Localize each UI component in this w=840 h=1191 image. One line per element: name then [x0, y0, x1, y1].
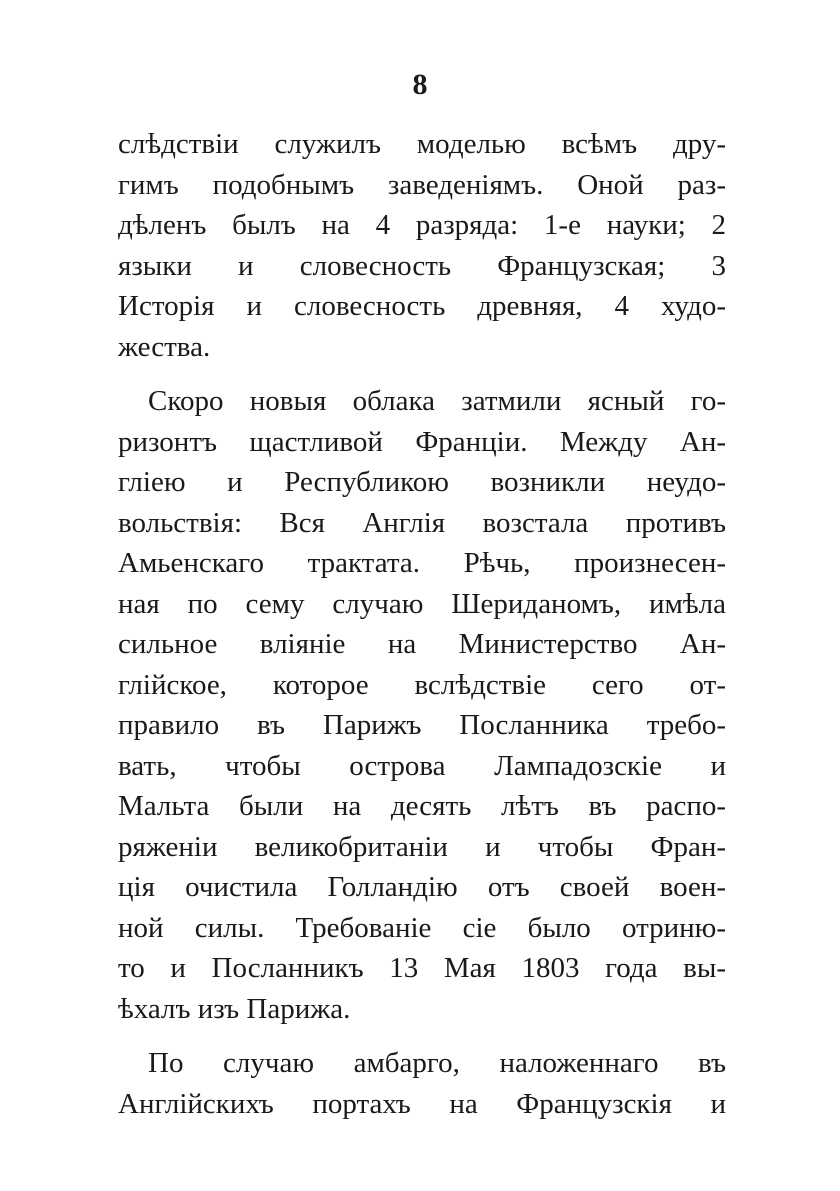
- text-line: языки и словесность Французская; 3: [118, 249, 726, 282]
- text-line: ризонтъ щастливой Франціи. Между Ан-: [118, 425, 726, 458]
- text-line: правило въ Парижъ Посланника требо-: [118, 709, 726, 741]
- text-line: гліею и Республикою возникли неудо-: [118, 466, 726, 498]
- paragraph: [118, 381, 726, 1029]
- text-line: Скоро новыя облака затмили ясный го-: [148, 385, 726, 417]
- text-line: гимъ подобнымъ заведеніямъ. Оной раз-: [118, 168, 726, 201]
- page-number: 8: [412, 68, 428, 101]
- text-line: вать, чтобы острова Лампадозскіе и: [118, 749, 726, 782]
- text-line: ція очистила Голландію отъ своей воен-: [118, 871, 726, 903]
- text-line: ной силы. Требованіе сіе было отриню-: [118, 911, 726, 944]
- text-line: глійское, которое вслѣдствіе сего от-: [118, 668, 726, 701]
- text-line: слѣдствіи служилъ моделью всѣмъ дру-: [118, 128, 726, 160]
- paragraph: [118, 1043, 726, 1124]
- text-line: ряженіи великобританіи и чтобы Фран-: [118, 830, 726, 863]
- text-line: Мальта были на десять лѣтъ въ распо-: [118, 790, 726, 822]
- body-text: [118, 124, 726, 1124]
- text-line: сильное вліяніе на Министерство Ан-: [118, 628, 726, 660]
- text-line: вольствія: Вся Англія возстала противъ: [118, 506, 726, 539]
- text-line: дѣленъ былъ на 4 разряда: 1-е науки; 2: [118, 209, 726, 241]
- text-line: Англійскихъ портахъ на Французскія и: [118, 1087, 726, 1120]
- text-line: ѣхалъ изъ Парижа.: [118, 992, 351, 1025]
- text-line: то и Посланникъ 13 Мая 1803 года вы-: [118, 952, 726, 984]
- text-line: жества.: [118, 330, 211, 363]
- text-line: По случаю амбарго, наложеннаго въ: [148, 1047, 726, 1079]
- paragraph: [118, 124, 726, 367]
- text-line: Амьенскаго трактата. Рѣчь, произнесен-: [118, 547, 726, 579]
- text-line: Исторія и словесность древняя, 4 худо-: [118, 290, 726, 322]
- text-line: ная по сему случаю Шериданомъ, имѣла: [118, 587, 726, 620]
